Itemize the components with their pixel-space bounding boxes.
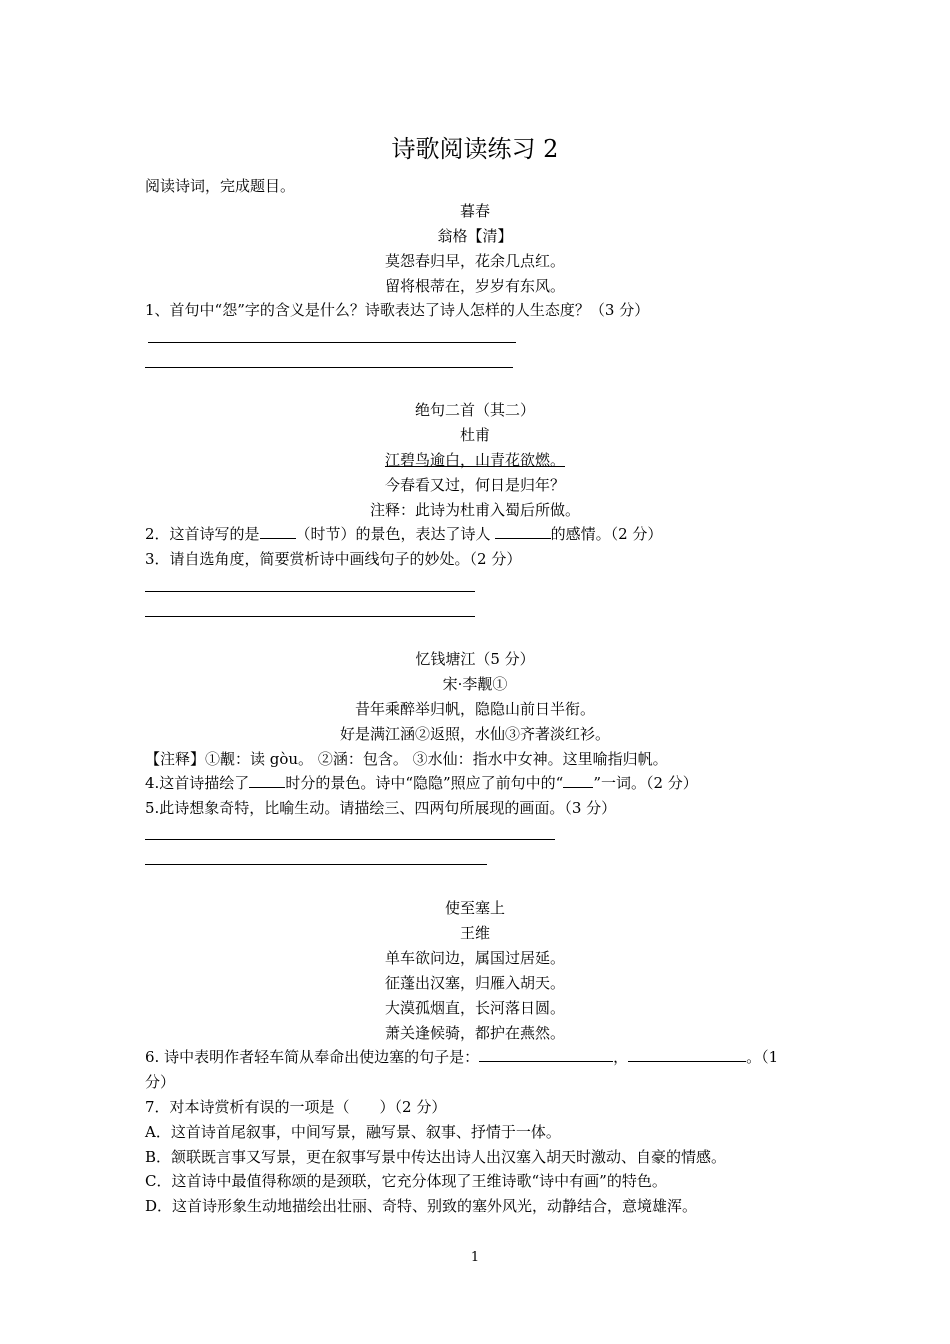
poem3-line-2: 好是满江涵②返照，水仙③齐著淡红衫。 (339, 725, 610, 743)
question-2-part3: 的感情。（2 分） (550, 525, 663, 543)
poem2-line-1-underlined: 江碧鸟逾白，山青花欲燃。 (384, 451, 565, 469)
page-title: 诗歌阅读练习 2 (391, 135, 559, 163)
question-2-part1: 2．这首诗写的是 (145, 525, 260, 543)
question-3: 3．请自选角度，简要赏析诗中画线句子的妙处。（2 分） (145, 550, 522, 568)
instruction-text: 阅读诗词，完成题目。 (145, 177, 296, 195)
answer-line[interactable] (145, 616, 475, 617)
poem3-title: 忆钱塘江（5 分） (415, 650, 535, 668)
answer-line[interactable] (145, 367, 513, 368)
poem4-line-1: 单车欲问边，属国过居延。 (384, 949, 565, 967)
option-b: B．颔联既言事又写景，更在叙事写景中传达出诗人出汉塞入胡天时激动、自豪的情感。 (145, 1148, 727, 1166)
answer-line[interactable] (148, 342, 516, 343)
fill-blank[interactable] (563, 773, 593, 788)
option-d: D．这首诗形象生动地描绘出壮丽、奇特、别致的塞外风光，动静结合，意境雄浑。 (145, 1197, 698, 1215)
poem3-line-1: 昔年乘醉举归帆，隐隐山前日半衔。 (354, 700, 595, 718)
poem2-line-2: 今春看又过，何日是归年？ (384, 476, 565, 494)
question-6-continued: 分） (145, 1073, 176, 1091)
fill-blank[interactable] (249, 773, 285, 788)
poem1-line-1: 莫怨春归早，花余几点红。 (384, 252, 565, 270)
question-1: 1、首句中“怨”字的含义是什么？诗歌表达了诗人怎样的人生态度？（3 分） (145, 301, 650, 319)
option-a: A．这首诗首尾叙事，中间写景，融写景、叙事、抒情于一体。 (145, 1123, 561, 1141)
poem3-author: 宋·李觏① (442, 675, 508, 693)
fill-blank[interactable] (260, 524, 296, 539)
poem4-line-3: 大漠孤烟直，长河落日圆。 (384, 999, 565, 1017)
fill-blank[interactable] (495, 524, 551, 539)
poem1-author: 翁格【清】 (437, 227, 513, 245)
poem2-author: 杜甫 (459, 426, 490, 444)
question-2 (145, 523, 662, 545)
answer-line[interactable] (145, 864, 487, 865)
question-4-part2: 时分的景色。诗中“隐隐”照应了前句中的“ (285, 774, 564, 792)
poem3-note: 【注释】①觏：读 gòu。 ②涵：包含。 ③水仙：指水中女神。这里喻指归帆。 (145, 750, 668, 768)
question-4-part3: ”一词。（2 分） (593, 774, 698, 792)
fill-blank[interactable] (628, 1047, 746, 1062)
poem1-line-2: 留将根蒂在，岁岁有东风。 (384, 277, 565, 295)
poem1-title: 暮春 (459, 202, 490, 220)
question-6-part3: 。（1 (746, 1048, 779, 1066)
option-c: C．这首诗中最值得称颂的是颈联，它充分体现了王维诗歌“诗中有画”的特色。 (145, 1172, 667, 1190)
poem4-author: 王维 (459, 924, 490, 942)
question-6-part1: 6. 诗中表明作者轻车简从奉命出使边塞的句子是： (145, 1048, 480, 1066)
poem4-line-4: 萧关逢候骑，都护在燕然。 (384, 1024, 565, 1042)
question-4-part1: 4.这首诗描绘了 (145, 774, 250, 792)
page-number: 1 (470, 1250, 480, 1265)
question-6-part2: ， (613, 1048, 629, 1066)
poem2-title: 绝句二首（其二） (414, 401, 535, 419)
question-6 (145, 1046, 778, 1068)
question-7: 7．对本诗赏析有误的一项是（ ）（2 分） (145, 1098, 447, 1116)
answer-line[interactable] (145, 591, 475, 592)
poem4-line-2: 征蓬出汉塞，归雁入胡天。 (384, 974, 565, 992)
question-5: 5.此诗想象奇特，比喻生动。请描绘三、四两句所展现的画面。（3 分） (145, 799, 617, 817)
poem2-note: 注释：此诗为杜甫入蜀后所做。 (369, 501, 580, 519)
question-4 (145, 772, 698, 794)
answer-line[interactable] (145, 839, 555, 840)
question-2-part2: （时节）的景色，表达了诗人 (295, 525, 491, 543)
fill-blank[interactable] (479, 1047, 613, 1062)
poem4-title: 使至塞上 (444, 899, 505, 917)
